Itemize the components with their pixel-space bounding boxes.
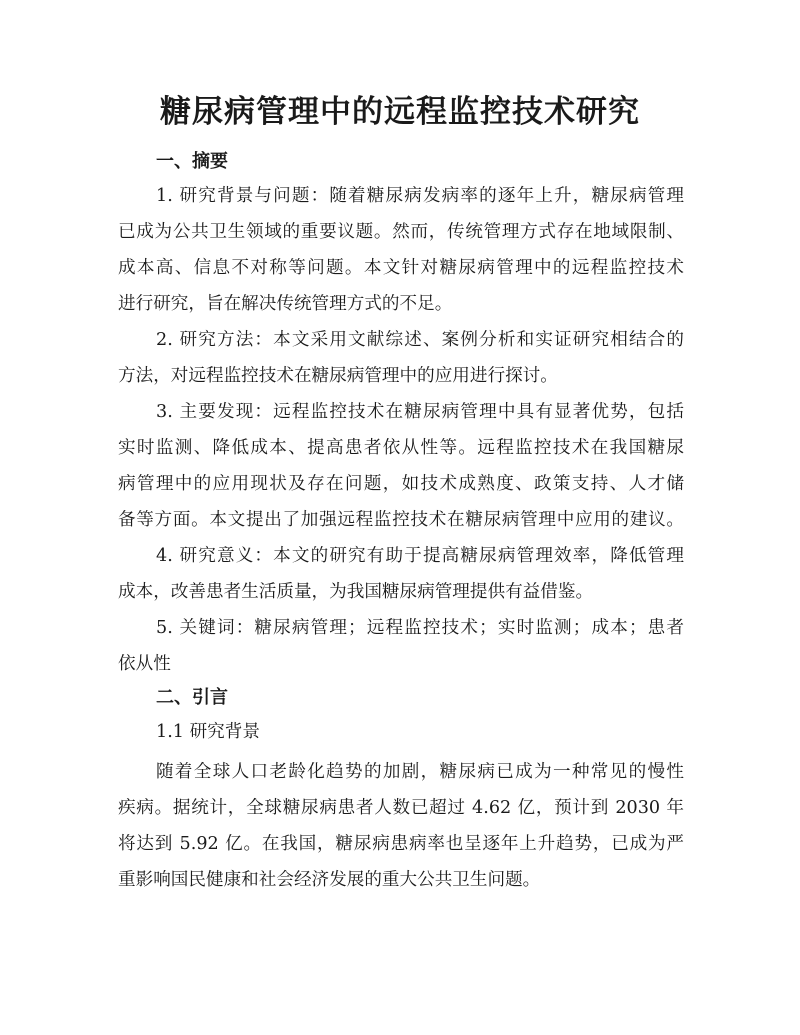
text-line: 随着全球人口老龄化趋势的加剧，糖尿病已成为一种常见的慢性 <box>156 762 684 782</box>
text-line: 5. 关键词：糖尿病管理；远程监控技术；实时监测；成本；患者 <box>156 618 684 638</box>
document-title: 糖尿病管理中的远程监控技术研究 <box>160 94 640 130</box>
text-line: 方法，对远程监控技术在糖尿病管理中的应用进行探讨。 <box>118 366 558 386</box>
text-line: 成本高、信息不对称等问题。本文针对糖尿病管理中的远程监控技术 <box>118 258 684 278</box>
text-line: 1. 研究背景与问题：随着糖尿病发病率的逐年上升，糖尿病管理 <box>156 186 684 206</box>
section-heading-abstract: 一、摘要 <box>156 151 228 172</box>
text-line: 依从性 <box>118 654 171 674</box>
text-line: 疾病。据统计，全球糖尿病患者人数已超过 4.62 亿，预计到 2030 年 <box>118 798 684 818</box>
background-paragraph <box>118 754 684 898</box>
abstract-paragraph-2 <box>118 322 684 394</box>
abstract-paragraph-1 <box>118 178 684 322</box>
text-line: 进行研究，旨在解决传统管理方式的不足。 <box>118 294 453 314</box>
abstract-paragraph-4 <box>118 538 684 610</box>
subsection-heading-background: 1.1 研究背景 <box>156 722 260 742</box>
text-line: 实时监测、降低成本、提高患者依从性等。远程监控技术在我国糖尿 <box>118 438 684 458</box>
text-line: 2. 研究方法：本文采用文献综述、案例分析和实证研究相结合的 <box>156 330 684 350</box>
text-line: 已成为公共卫生领域的重要议题。然而，传统管理方式存在地域限制、 <box>118 222 684 242</box>
text-line: 3. 主要发现：远程监控技术在糖尿病管理中具有显著优势，包括 <box>156 402 684 422</box>
text-line: 将达到 5.92 亿。在我国，糖尿病患病率也呈逐年上升趋势，已成为严 <box>118 834 684 854</box>
text-line: 病管理中的应用现状及存在问题，如技术成熟度、政策支持、人才储 <box>118 474 684 494</box>
text-line: 备等方面。本文提出了加强远程监控技术在糖尿病管理中应用的建议。 <box>118 510 684 530</box>
text-line: 4. 研究意义：本文的研究有助于提高糖尿病管理效率，降低管理 <box>156 546 684 566</box>
abstract-keywords <box>118 610 684 682</box>
text-line: 重影响国民健康和社会经济发展的重大公共卫生问题。 <box>118 870 541 890</box>
section-heading-introduction: 二、引言 <box>156 687 228 708</box>
text-line: 成本，改善患者生活质量，为我国糖尿病管理提供有益借鉴。 <box>118 582 594 602</box>
abstract-paragraph-3 <box>118 394 684 538</box>
